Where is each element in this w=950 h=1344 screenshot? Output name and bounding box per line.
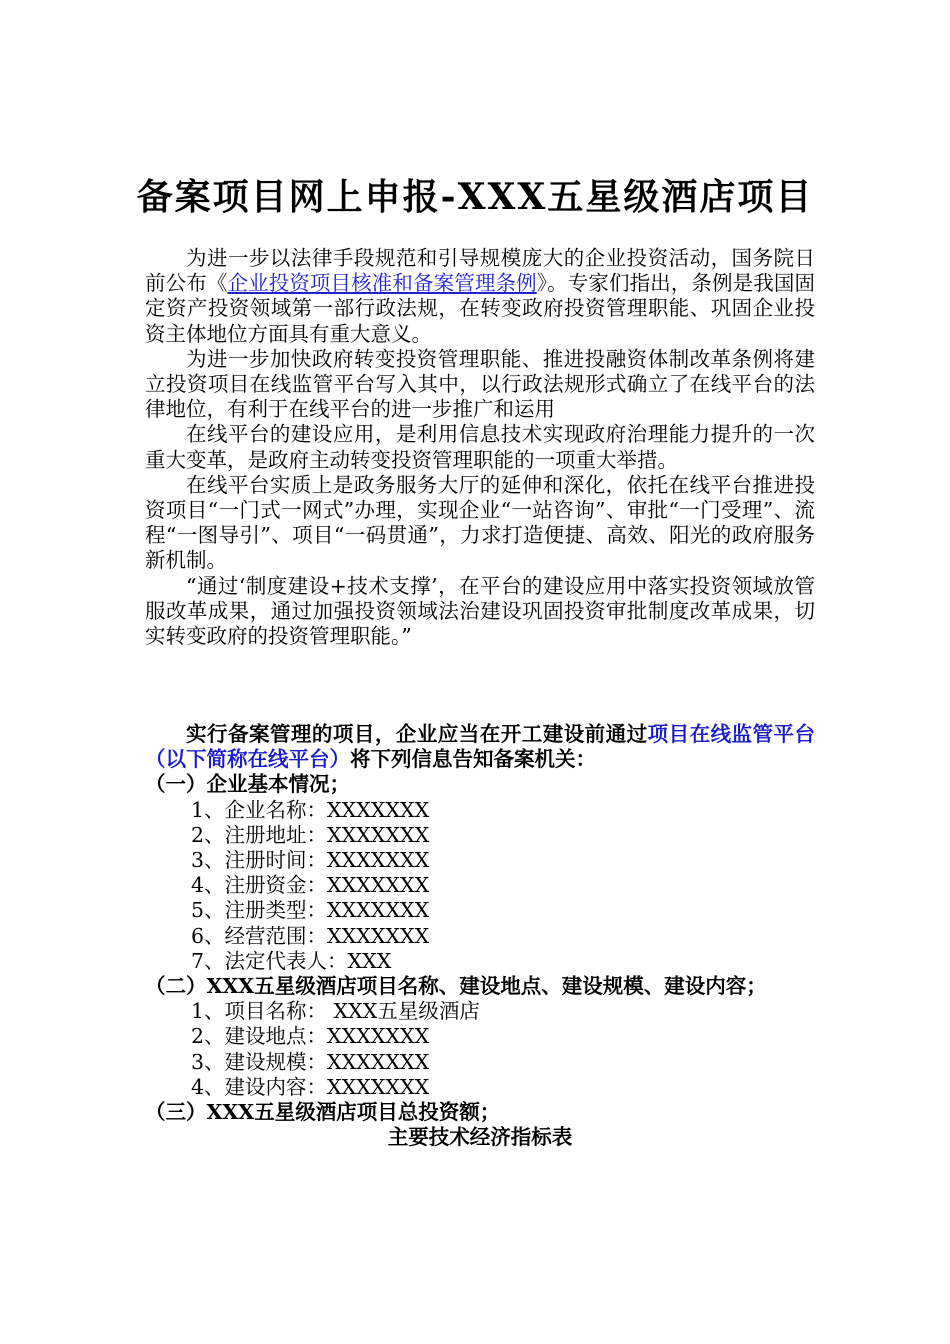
list-item: 3、建设规模：XXXXXXX [191,1049,430,1074]
list-item: 4、注册资金：XXXXXXX [191,873,430,898]
filing-lead-tail: 将下列信息告知备案机关： [350,747,596,772]
intro-paragraph-1-text: 为进一步以法律手段规范和引导规模庞大的企业投资活动，国务院日前公布《 [145,246,815,296]
list-item: 3、注册时间：XXXXXXX [191,848,430,873]
section-3-heading: （三）XXX五星级酒店项目总投资额； [145,1100,501,1125]
intro-paragraph-1 [145,246,815,347]
list-item: 6、经营范围：XXXXXXX [191,923,430,948]
section-2-heading: （二）XXX五星级酒店项目名称、建设地点、建设规模、建设内容； [145,974,767,999]
list-item: 4、建设内容：XXXXXXX [191,1074,430,1099]
list-item: 1、企业名称：XXXXXXX [191,797,430,822]
regulation-link[interactable]: 企业投资项目核准和备案管理条例 [227,271,537,296]
table-title: 主要技术经济指标表 [387,1125,573,1150]
online-platform-reference: 项目在线监管平台（以下简称在线平台） [145,722,816,772]
document-title: 备案项目网上申报-XXX五星级酒店项目 [136,176,814,218]
filing-lead-text: 实行备案管理的项目，企业应当在开工建设前通过 [186,722,648,746]
intro-body [145,246,815,649]
list-item: 2、注册地址：XXXXXXX [191,822,430,847]
intro-paragraph-5: “通过‘制度建设+技术支撑’，在平台的建设应用中落实投资领域放管服改革成果，通过加强投资领域法治建设巩固投资审批制度改革成果，切实转变政府的投资管理职能。” [145,573,815,649]
list-item: 7、法定代表人：XXX [191,948,392,973]
intro-paragraph-1-tail: 》。专家们指出，条例是我国固定资产投资领域第一部行政法规，在转变政府投资管理职能、巩固企业投资主体地位方面具有重大意义。 [145,271,816,346]
intro-paragraph-3: 在线平台的建设应用，是利用信息技术实现政府治理能力提升的一次重大变革，是政府主动转变投资管理职能的一项重大举措。 [145,422,815,472]
filing-section [145,722,815,1150]
filing-lead [145,722,815,772]
intro-paragraph-4: 在线平台实质上是政务服务大厅的延伸和深化，依托在线平台推进投资项目“一门式一网式”办理，实现企业“一站咨询”、审批“一门受理”、流程“一图导引”、项目“一码贯通”，力求打造便捷、高效、阳光的政府服务新机制。 [145,472,815,573]
section-1-heading: （一）企业基本情况； [145,772,350,797]
intro-paragraph-2: 为进一步加快政府转变投资管理职能、推进投融资体制改革条例将建立投资项目在线监管平台写入其中，以行政法规形式确立了在线平台的法律地位，有利于在线平台的进一步推广和运用 [145,346,815,422]
list-item: 2、建设地点：XXXXXXX [191,1024,430,1049]
list-item: 5、注册类型：XXXXXXX [191,898,430,923]
list-item: 1、项目名称： XXX五星级酒店 [191,999,480,1024]
